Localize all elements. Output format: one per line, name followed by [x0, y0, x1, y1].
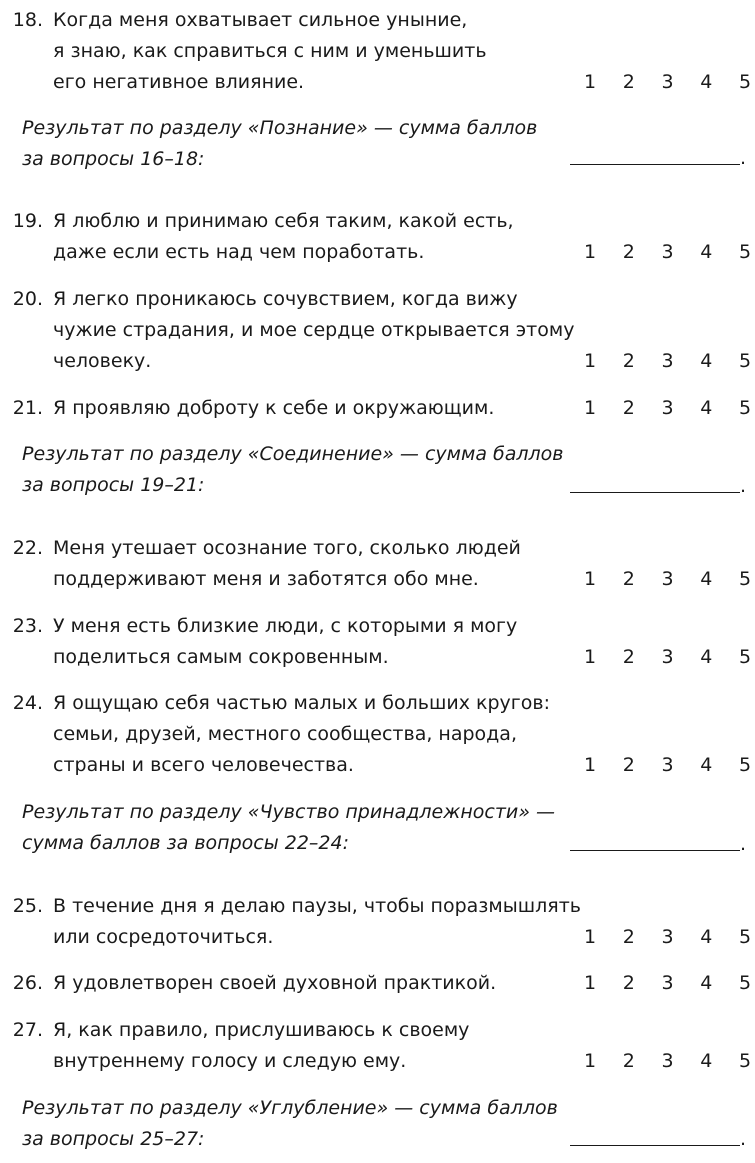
rating-1[interactable]: 1	[583, 1050, 597, 1072]
rating-2[interactable]: 2	[622, 350, 635, 372]
rating-scale[interactable]	[580, 750, 755, 781]
question-number: 22.	[12, 537, 43, 559]
rating-2[interactable]: 2	[622, 646, 635, 668]
question-number: 23.	[12, 615, 43, 637]
rating-1[interactable]: 1	[583, 646, 597, 668]
rating-3[interactable]: 3	[661, 646, 674, 668]
section-result-deepening: Результат по разделу «Углубление» — сумма баллов за вопросы 25–27:	[22, 1097, 558, 1150]
rating-scale[interactable]	[580, 564, 755, 595]
question-number: 19.	[12, 210, 43, 232]
period: .	[740, 147, 747, 169]
rating-4[interactable]: 4	[700, 646, 713, 668]
rating-2[interactable]: 2	[622, 568, 635, 590]
rating-2[interactable]: 2	[622, 397, 635, 419]
rating-scale[interactable]	[580, 346, 755, 377]
question-text: У меня есть близкие люди, с которыми я могу поделиться самым сокровенным.	[53, 615, 518, 668]
rating-5[interactable]: 5	[738, 926, 752, 948]
score-blank[interactable]	[570, 1121, 740, 1146]
rating-4[interactable]: 4	[700, 1050, 713, 1072]
rating-1[interactable]: 1	[583, 350, 597, 372]
question-number: 26.	[12, 972, 43, 994]
rating-scale[interactable]	[580, 922, 755, 953]
rating-1[interactable]: 1	[583, 972, 597, 994]
rating-3[interactable]: 3	[661, 397, 674, 419]
rating-5[interactable]: 5	[738, 568, 752, 590]
rating-scale[interactable]	[580, 67, 755, 98]
rating-scale[interactable]	[580, 968, 755, 999]
question-text: Я ощущаю себя частью малых и больших кругов: семьи, друзей, местного сообщества, народа, страны и всего человечества.	[53, 692, 550, 776]
question-number: 27.	[12, 1019, 43, 1041]
rating-5[interactable]: 5	[738, 397, 752, 419]
section-result-cognition: Результат по разделу «Познание» — сумма баллов за вопросы 16–18:	[22, 117, 538, 170]
rating-1[interactable]: 1	[583, 568, 597, 590]
question-number: 18.	[12, 9, 43, 31]
question-number: 21.	[12, 397, 43, 419]
question-text: Я удовлетворен своей духовной практикой.	[53, 972, 497, 994]
section-result-connection: Результат по разделу «Соединение» — сумма баллов за вопросы 19–21:	[22, 443, 564, 496]
rating-4[interactable]: 4	[700, 350, 713, 372]
rating-2[interactable]: 2	[622, 1050, 635, 1072]
score-blank[interactable]	[570, 826, 740, 851]
rating-2[interactable]: 2	[622, 241, 635, 263]
question-text: Когда меня охватывает сильное уныние, я знаю, как справиться с ним и уменьшить его негативное влияние.	[53, 9, 487, 93]
question-text: Я люблю и принимаю себя таким, какой есть, даже если есть над чем поработать.	[53, 210, 514, 263]
period: .	[740, 1128, 747, 1150]
question-text: Я, как правило, прислушиваюсь к своему внутреннему голосу и следую ему.	[53, 1019, 470, 1072]
rating-3[interactable]: 3	[661, 350, 674, 372]
question-number: 20.	[12, 288, 43, 310]
rating-4[interactable]: 4	[700, 397, 713, 419]
rating-2[interactable]: 2	[622, 71, 635, 93]
rating-3[interactable]: 3	[661, 568, 674, 590]
rating-4[interactable]: 4	[700, 972, 713, 994]
rating-4[interactable]: 4	[700, 71, 713, 93]
rating-scale[interactable]	[580, 237, 755, 268]
score-blank[interactable]	[570, 140, 740, 165]
score-blank[interactable]	[570, 468, 740, 493]
rating-4[interactable]: 4	[700, 926, 713, 948]
rating-1[interactable]: 1	[583, 926, 597, 948]
rating-1[interactable]: 1	[583, 241, 597, 263]
rating-1[interactable]: 1	[583, 397, 597, 419]
rating-5[interactable]: 5	[738, 1050, 752, 1072]
rating-2[interactable]: 2	[622, 926, 635, 948]
rating-5[interactable]: 5	[738, 241, 752, 263]
question-text: Я проявляю доброту к себе и окружающим.	[53, 397, 495, 419]
period: .	[740, 475, 747, 497]
period: .	[740, 833, 747, 855]
rating-2[interactable]: 2	[622, 972, 635, 994]
rating-3[interactable]: 3	[661, 241, 674, 263]
rating-4[interactable]: 4	[700, 241, 713, 263]
rating-5[interactable]: 5	[738, 350, 752, 372]
rating-3[interactable]: 3	[661, 926, 674, 948]
rating-5[interactable]: 5	[738, 754, 752, 776]
question-number: 24.	[12, 692, 43, 714]
question-number: 25.	[12, 895, 43, 917]
rating-scale[interactable]	[580, 393, 755, 424]
section-result-belonging: Результат по разделу «Чувство принадлежности» — сумма баллов за вопросы 22–24:	[22, 801, 556, 854]
rating-3[interactable]: 3	[661, 1050, 674, 1072]
rating-5[interactable]: 5	[738, 972, 752, 994]
rating-scale[interactable]	[580, 1046, 755, 1077]
rating-3[interactable]: 3	[661, 71, 674, 93]
rating-4[interactable]: 4	[700, 754, 713, 776]
question-text: Меня утешает осознание того, сколько людей поддерживают меня и заботятся обо мне.	[53, 537, 521, 590]
rating-1[interactable]: 1	[583, 71, 597, 93]
rating-5[interactable]: 5	[738, 646, 752, 668]
rating-5[interactable]: 5	[738, 71, 752, 93]
question-text: Я легко проникаюсь сочувствием, когда вижу чужие страдания, и мое сердце открывается этому человеку.	[53, 288, 575, 372]
question-text: В течение дня я делаю паузы, чтобы поразмышлять или сосредоточиться.	[53, 895, 581, 948]
rating-2[interactable]: 2	[622, 754, 635, 776]
rating-3[interactable]: 3	[661, 972, 674, 994]
rating-4[interactable]: 4	[700, 568, 713, 590]
rating-3[interactable]: 3	[661, 754, 674, 776]
rating-scale[interactable]	[580, 642, 755, 673]
rating-1[interactable]: 1	[583, 754, 597, 776]
